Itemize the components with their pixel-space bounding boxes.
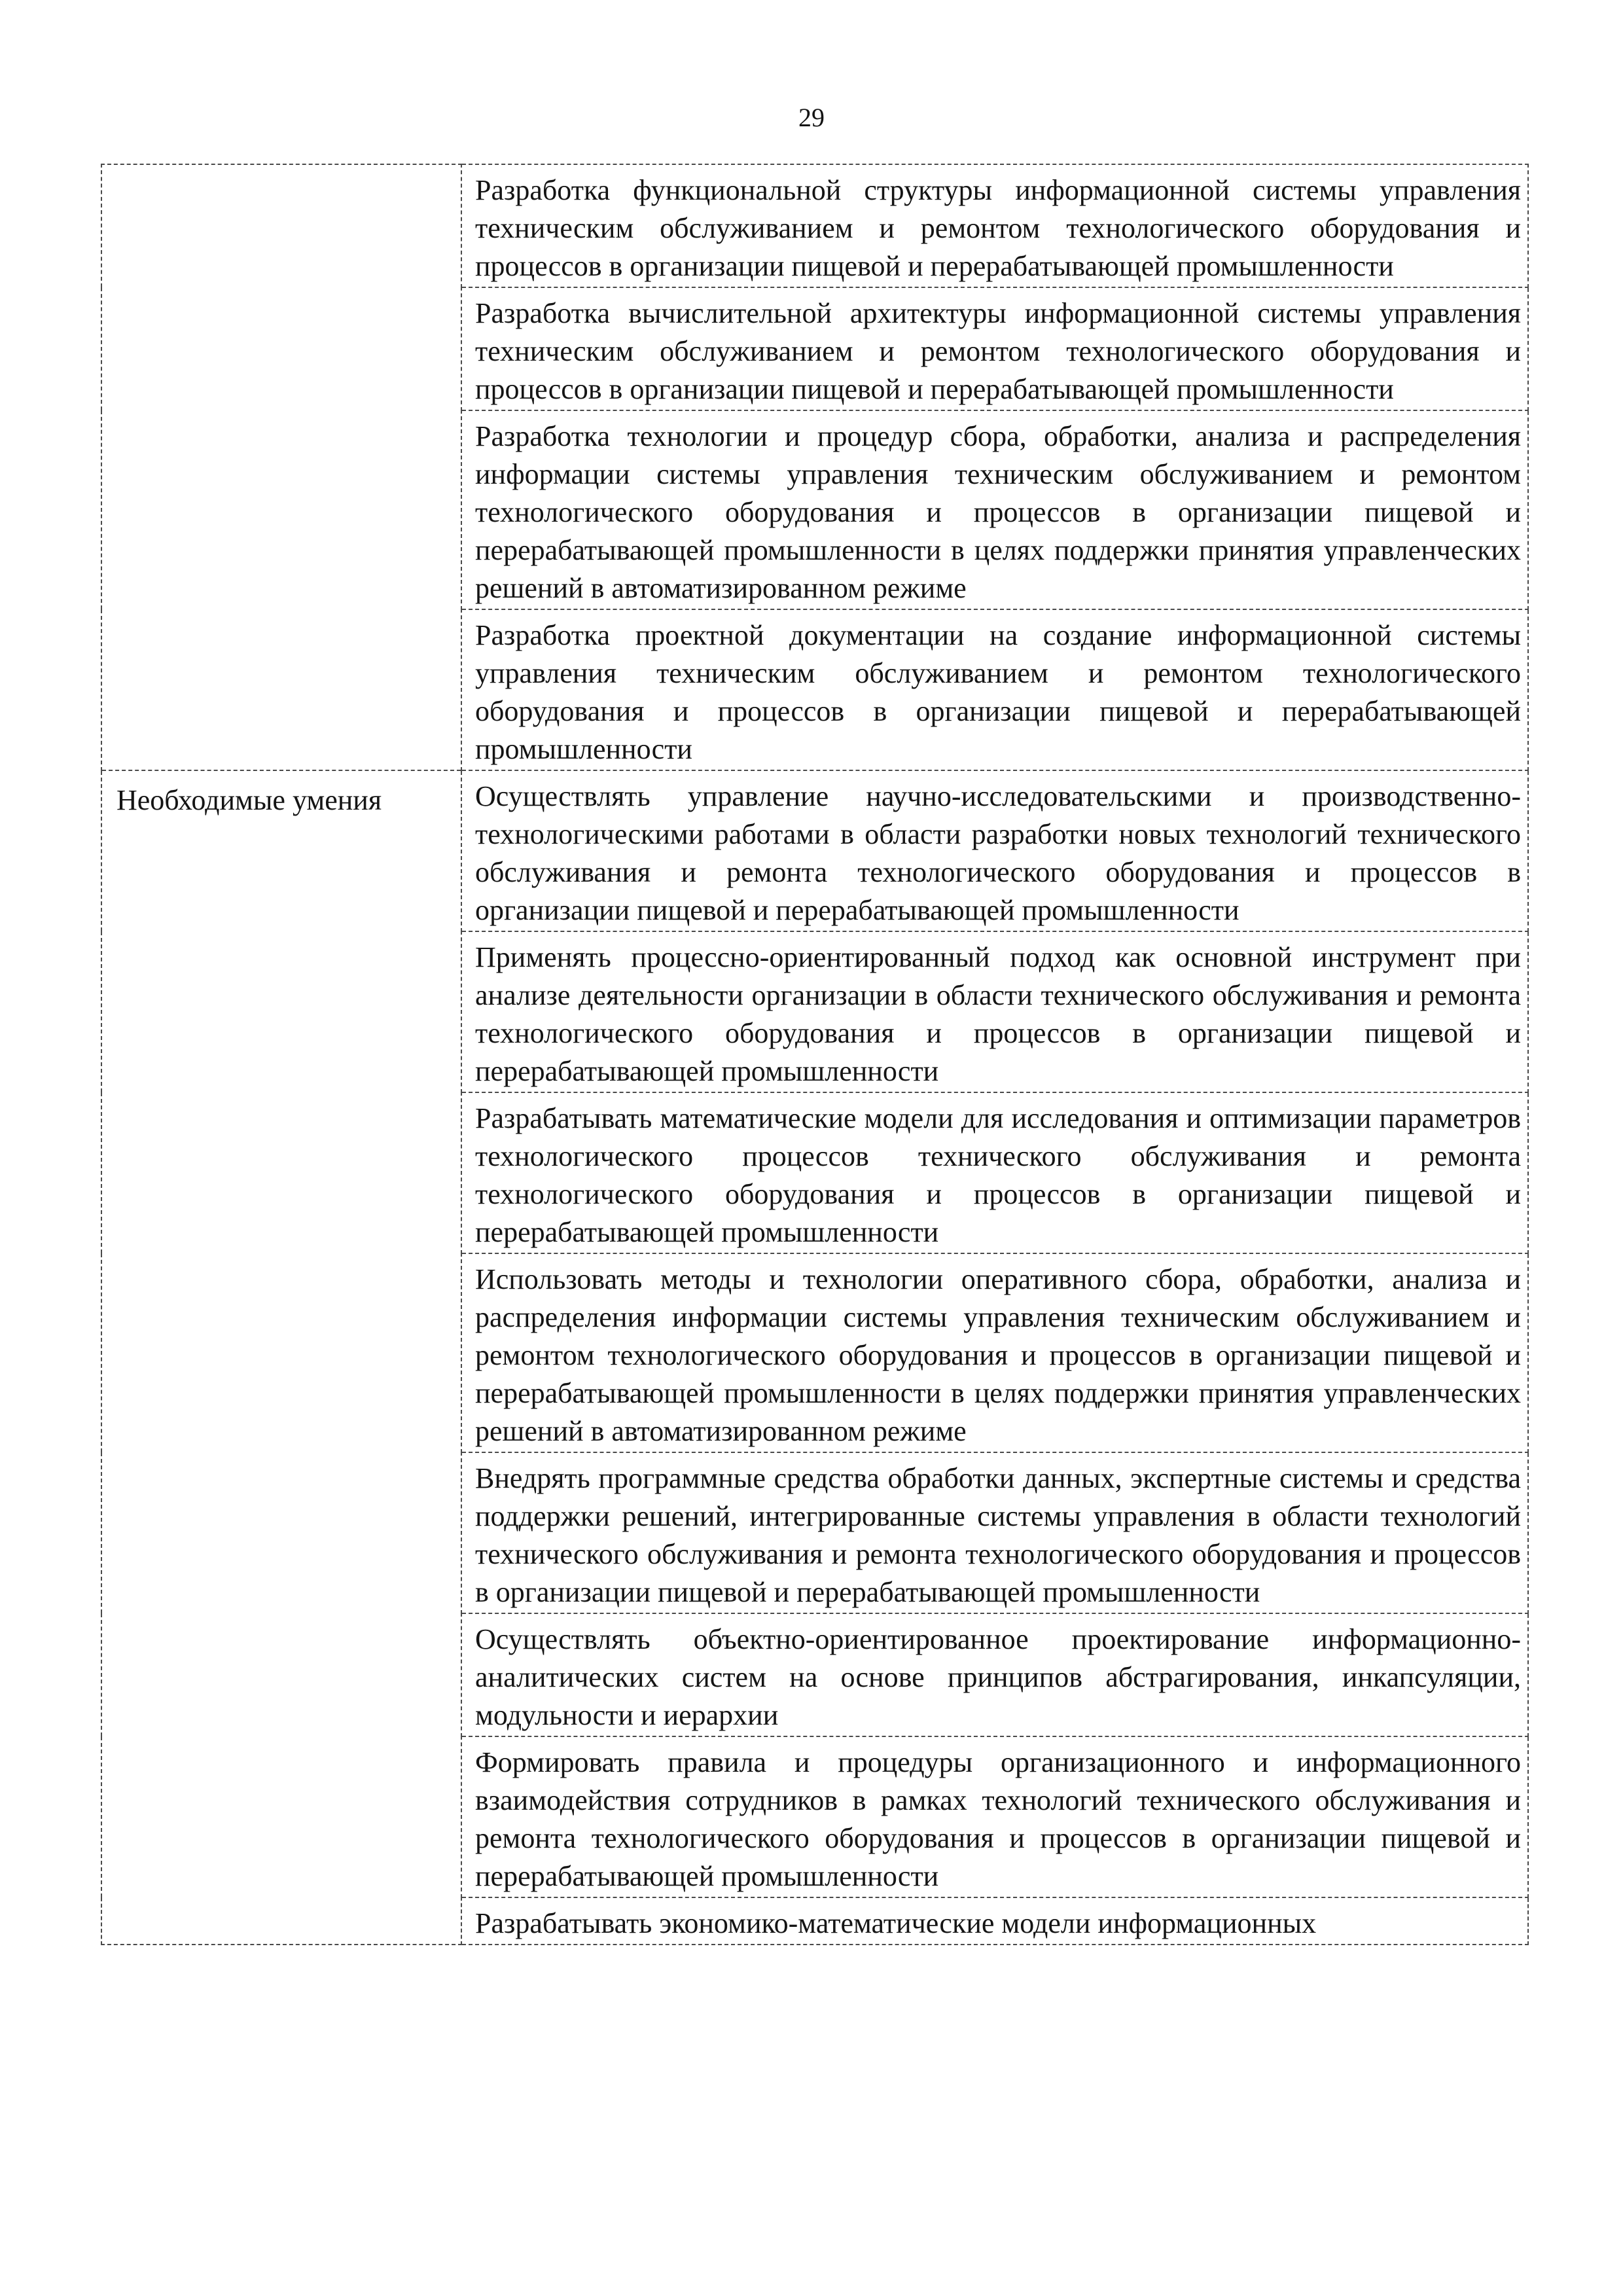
table-cell: [461, 164, 1528, 287]
table-row: [101, 164, 1528, 287]
list-item: Разработка технологии и процедур сбора, обработки, анализа и распределения информации системы управления техническим обслуживанием и ремонтом технологического оборудования и процессов в организации пищевой и перерабатывающей промышленности в целях поддержки принятия управленческих решений в автоматизированном режиме: [475, 420, 1521, 604]
list-item: Использовать методы и технологии оперативного сбора, обработки, анализа и распределения информации системы управления техническим обслуживанием и ремонтом технологического оборудования и процессов в организации пищевой и перерабатывающей промышленности в целях поддержки принятия управленческих решений в автоматизированном режиме: [475, 1263, 1521, 1447]
section-label-required-skills: Необходимые умения: [101, 770, 461, 1945]
competency-table: [101, 164, 1529, 1945]
table-cell: [461, 1736, 1528, 1897]
table-cell: [461, 1253, 1528, 1452]
continued-label-cell: [101, 164, 461, 770]
table-cell: [461, 770, 1528, 931]
list-item: Разработка функциональной структуры информационной системы управления техническим обслуживанием и ремонтом технологического оборудования и процессов в организации пищевой и перерабатывающей промышленности: [475, 174, 1521, 282]
list-item: Внедрять программные средства обработки данных, экспертные системы и средства поддержки решений, интегрированные системы управления в области технологий технического обслуживания и ремонта технологического оборудования и процессов в организации пищевой и перерабатывающей промышленности: [475, 1462, 1521, 1608]
list-item: Разработка вычислительной архитектуры информационной системы управления техническим обслуживанием и ремонтом технологического оборудования и процессов в организации пищевой и перерабатывающей промышленности: [475, 297, 1521, 405]
page-number: 29: [798, 103, 825, 132]
table-cell: [461, 1613, 1528, 1736]
table-row: [101, 770, 1528, 931]
list-item: Осуществлять объектно-ориентированное проектирование информационно-аналитических систем на основе принципов абстрагирования, инкапсуляции, модульности и иерархии: [475, 1623, 1521, 1731]
list-item: Разработка проектной документации на создание информационной системы управления техническим обслуживанием и ремонтом технологического оборудования и процессов в организации пищевой и перерабатывающей промышленности: [475, 619, 1521, 765]
list-item: Формировать правила и процедуры организационного и информационного взаимодействия сотрудников в рамках технологий технического обслуживания и ремонта технологического оборудования и процессов в организации пищевой и перерабатывающей промышленности: [475, 1746, 1521, 1892]
table-cell: [461, 410, 1528, 609]
list-item: Осуществлять управление научно-исследовательскими и производственно-технологическими работами в области разработки новых технологий технического обслуживания и ремонта технологического оборудования и процессов в организации пищевой и перерабатывающей промышленности: [475, 780, 1521, 926]
table-cell: [461, 1452, 1528, 1613]
table-cell: [461, 1897, 1528, 1945]
list-item: Применять процессно-ориентированный подход как основной инструмент при анализе деятельности организации в области технического обслуживания и ремонта технологического оборудования и процессов в организации пищевой и перерабатывающей промышленности: [475, 941, 1521, 1087]
list-item: Разрабатывать экономико-математические модели информационных: [475, 1907, 1317, 1939]
table-cell: [461, 1092, 1528, 1253]
list-item: Разрабатывать математические модели для исследования и оптимизации параметров технологического процессов технического обслуживания и ремонта технологического оборудования и процессов в организации пищевой и перерабатывающей промышленности: [475, 1102, 1521, 1248]
table-cell: [461, 931, 1528, 1092]
table-cell: [461, 609, 1528, 770]
table-cell: [461, 287, 1528, 410]
